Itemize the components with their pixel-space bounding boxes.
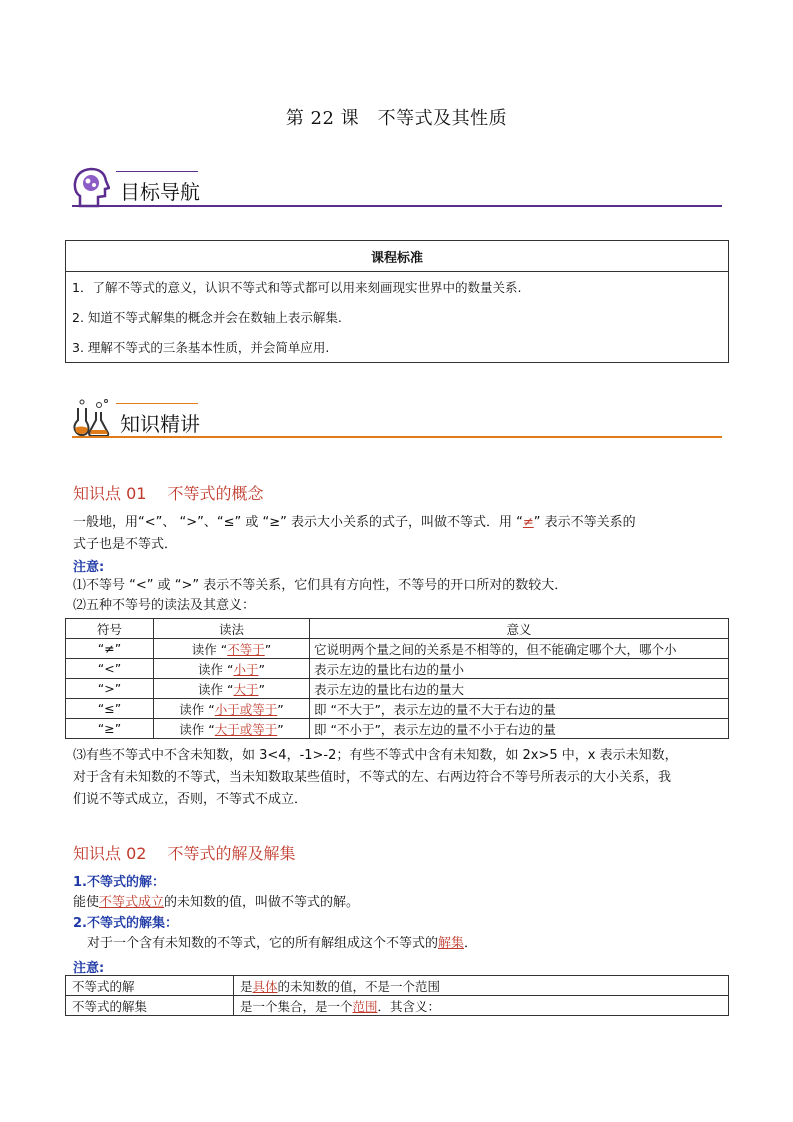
brain-head-icon [72,166,110,208]
flask-icon [72,398,112,438]
page-title: 第 22 课 不等式及其性质 [285,108,508,129]
standard-item: 2. 知道不等式解集的概念并会在数轴上表示解集. [66,302,729,332]
section-goals-topline [116,171,198,172]
table-header: 读法 [154,619,310,639]
kp2-para1: 能使不等式成立的未知数的值，叫做不等式的解。 [73,895,360,910]
kp1-note3: ⑶有些不等式中不含未知数，如 3<4，-1>-2；有些不等式中含有未知数，如 2x>5 中，x 表示未知数， 对于含有未知数的不等式，当未知数取某些值时，不等式的左、右两边符合不等号所表示的大小关系，我 们说不等式成立，否则，不等式不成立． [73,748,678,807]
section-knowledge-topline [116,403,198,404]
section-goals-header [72,166,722,210]
table-row: 不等式的解集 是一个集合，是一个范围．其含义： [66,996,729,1016]
kp1-note-label: 注意: [73,560,105,575]
standard-item: 1．了解不等式的意义，认识不等式和等式都可以用来刻画现实世界中的数量关系. [66,272,729,303]
table-header: 意义 [310,619,729,639]
kp2-title: 知识点 02 不等式的解及解集 [73,844,296,863]
kp2-heading2: 2.不等式的解集： [73,916,178,931]
section-knowledge-title: 知识精讲 [120,412,200,436]
table-row: “>” 读作 “大于” 表示左边的量比右边的量大 [66,679,729,699]
standard-item: 3. 理解不等式的三条基本性质，并会简单应用. [66,332,729,363]
solution-table [65,975,729,1016]
table-row: 不等式的解 是具体的未知数的值，不是一个范围 [66,976,729,996]
section-knowledge-divider [72,436,722,438]
section-knowledge-header [72,398,722,442]
kp2-note-label: 注意: [73,961,105,976]
kp1-note2: ⑵五种不等号的读法及其意义： [73,598,256,613]
highlight-term: ≠ [522,515,534,530]
course-standards-table [65,240,729,363]
section-goals-divider [72,205,722,207]
kp1-title: 知识点 01 不等式的概念 [73,484,264,503]
table-row: “≥” 读作 “大于或等于” 即 “不小于”，表示左边的量不小于右边的量 [66,719,729,739]
table-row: “<” 读作 “小于” 表示左边的量比右边的量小 [66,659,729,679]
table-row: “≤” 读作 “小于或等于” 即 “不大于”，表示左边的量不大于右边的量 [66,699,729,719]
section-goals-title: 目标导航 [120,180,200,204]
kp2-heading1: 1.不等式的解： [73,875,165,890]
kp1-note1: ⑴不等号 “<” 或 “>” 表示不等关系，它们具有方向性，不等号的开口所对的数较大． [73,578,568,593]
kp2-para2: 对于一个含有未知数的不等式，它的所有解组成这个不等式的解集． [87,936,478,951]
symbol-table [65,618,729,739]
kp1-paragraph: 一般地，用“<”、 “>”、“≤” 或 “≥” 表示大小关系的式子，叫做不等式．用 “≠” 表示不等关系的 式子也是不等式． [73,515,636,552]
table-header: 符号 [66,619,154,639]
course-standards-header: 课程标准 [66,241,729,272]
table-row: “≠” 读作 “不等于” 它说明两个量之间的关系是不相等的，但不能确定哪个大，哪个小 [66,639,729,659]
